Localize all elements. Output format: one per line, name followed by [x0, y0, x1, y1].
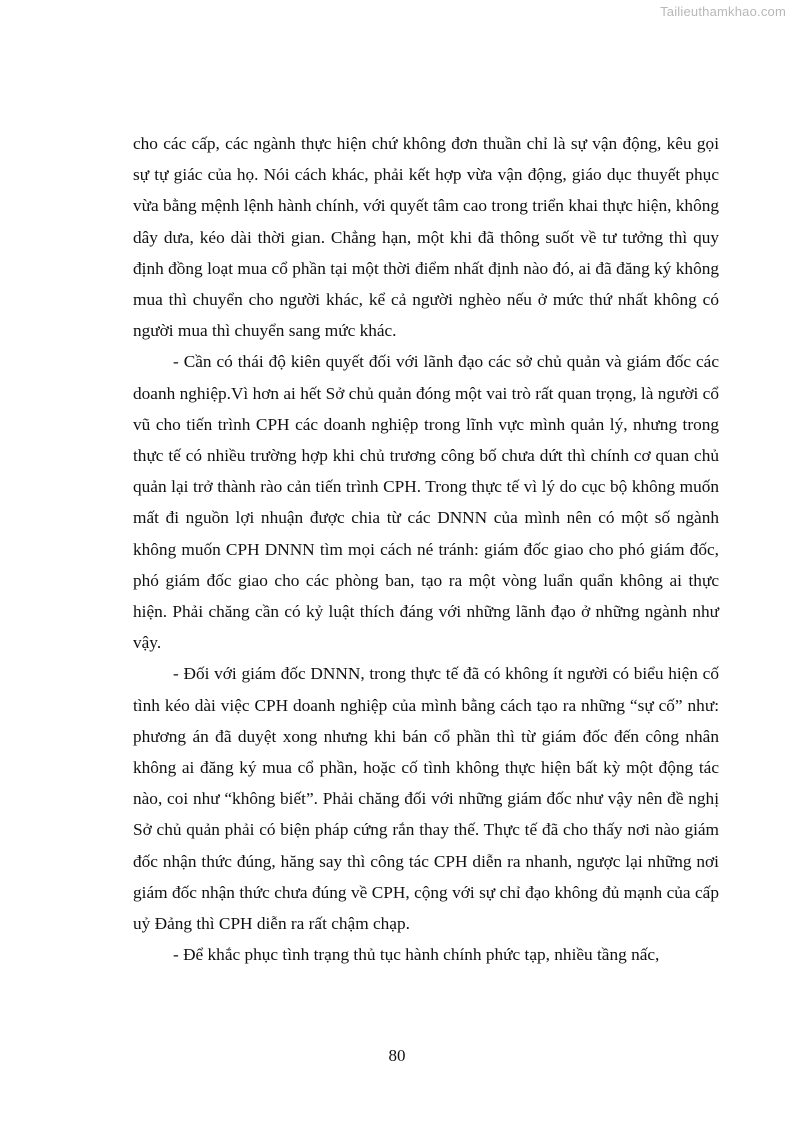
- paragraph-administrative-procedures: - Để khắc phục tình trạng thủ tục hành chính phức tạp, nhiều tầng nấc,: [173, 945, 660, 965]
- paragraph-continuation: cho các cấp, các ngành thực hiện chứ không đơn thuần chỉ là sự vận động, kêu gọi sự tự giác của họ. Nói cách khác, phải kết hợp vừa vận động, giáo dục thuyết phục vừa bằng mệnh lệnh hành chính, với quyết tâm cao trong triển khai thực hiện, không dây dưa, kéo dài thời gian. Chẳng hạn, một khi đã thông suốt về tư tưởng thì quy định đồng loạt mua cổ phần tại một thời điểm nhất định nào đó, ai đã đăng ký không mua thì chuyển cho người khác, kể cả người nghèo nếu ở mức thứ nhất không có người mua thì chuyển sang mức khác.: [133, 134, 719, 341]
- paragraph-leadership-attitude: - Cần có thái độ kiên quyết đối với lãnh đạo các sở chủ quản và giám đốc các doanh nghiệp.Vì hơn ai hết Sở chủ quản đóng một vai trò rất quan trọng, là người cổ vũ cho tiến trình CPH các doanh nghiệp trong lĩnh vực mình quản lý, nhưng trong thực tế có nhiều trường hợp khi chủ trương công bố chưa dứt thì chính cơ quan chủ quản lại trở thành rào cản tiến trình CPH. Trong thực tế vì lý do cục bộ không muốn mất đi nguồn lợi nhuận được chia từ các DNNN của mình nên có một số ngành không muốn CPH DNNN tìm mọi cách né tránh: giám đốc giao cho phó giám đốc, phó giám đốc giao cho các phòng ban, tạo ra một vòng luẩn quẩn không ai thực hiện. Phải chăng cần có kỷ luật thích đáng với những lãnh đạo ở những ngành như vậy.: [133, 352, 719, 653]
- document-body: [133, 128, 719, 970]
- page-number: 80: [388, 1046, 406, 1065]
- site-watermark: Tailieuthamkhao.com: [660, 4, 786, 19]
- paragraph-director-dnnn: - Đối với giám đốc DNNN, trong thực tế đã có không ít người có biểu hiện cố tình kéo dài việc CPH doanh nghiệp của mình bằng cách tạo ra những “sự cố” như: phương án đã duyệt xong nhưng khi bán cổ phần thì từ giám đốc đến công nhân không ai đăng ký mua cổ phần, hoặc cố tình không thực hiện bất kỳ một động tác nào, coi như “không biết”. Phải chăng đối với những giám đốc như vậy nên đề nghị Sở chủ quản phải có biện pháp cứng rắn thay thế. Thực tế đã cho thấy nơi nào giám đốc nhận thức đúng, hăng say thì công tác CPH diễn ra nhanh, ngược lại những nơi giám đốc nhận thức chưa đúng về CPH, cộng với sự chỉ đạo không đủ mạnh của cấp uỷ Đảng thì CPH diễn ra rất chậm chạp.: [133, 664, 719, 934]
